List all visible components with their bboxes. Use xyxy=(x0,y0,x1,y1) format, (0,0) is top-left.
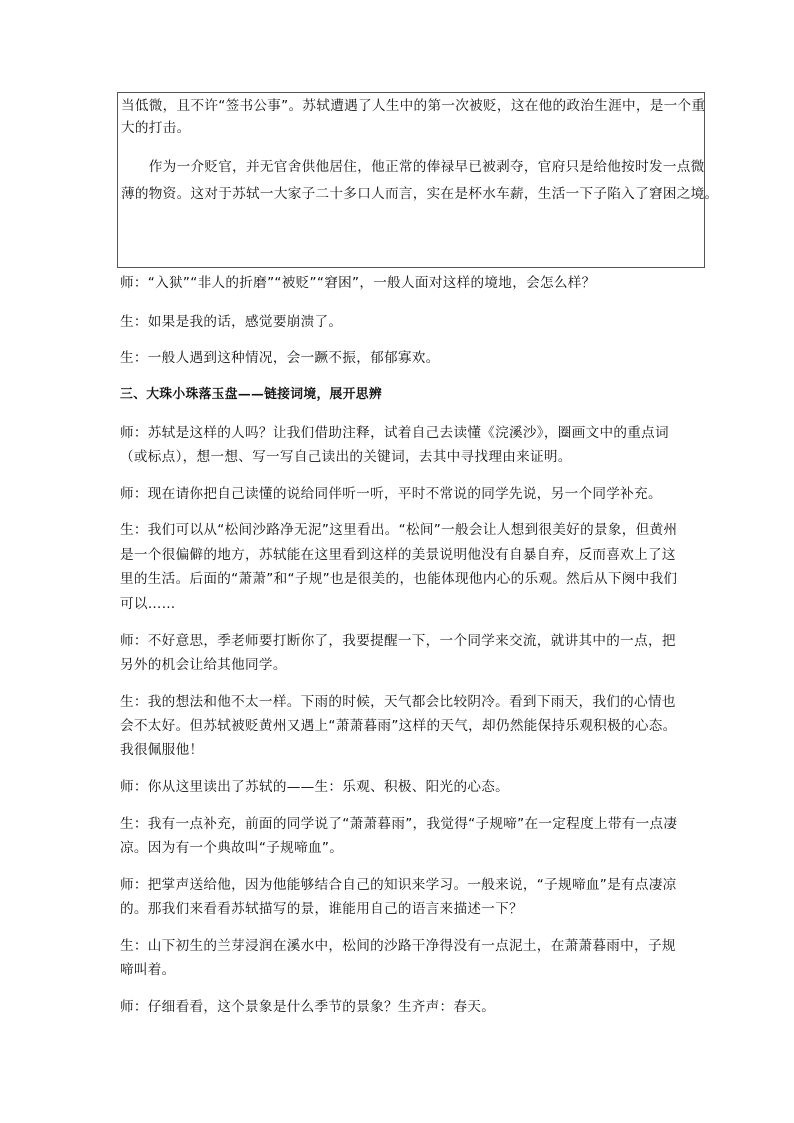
dialogue-line: （或标点），想一想、写一写自己读出的关键词，去其中寻找理由来证明。 xyxy=(120,449,572,465)
box-line: 薄的物资。这对于苏轼一大家子二十多口人而言，实在是杯水车薪，生活一下子陷入了窘困之境。 xyxy=(121,186,719,202)
dialogue-line: 师：“入狱”“非人的折磨”“被贬”“窘困”，一般人面对这样的境地，会怎么样？ xyxy=(120,275,596,291)
dialogue-line: 里的生活。后面的“萧萧”和“子规”也是很美的，也能体现他内心的乐观。然后从下阕中我们 xyxy=(120,571,678,587)
dialogue-line: 会不太好。但苏轼被贬黄州又遇上“萧萧暮雨”这样的天气，却仍然能保持乐观积极的心态。 xyxy=(120,718,677,734)
quoted-text-box xyxy=(117,92,719,268)
dialogue-line: 师：不好意思，季老师要打断你了，我要提醒一下，一个同学来交流，就讲其中的一点，把 xyxy=(120,633,676,649)
dialogue-line: 啼叫着。 xyxy=(120,962,176,978)
dialogue-line: 凉。因为有一个典故叫“子规啼血”。 xyxy=(120,840,344,856)
dialogue-line: 生：如果是我的话，感觉要崩溃了。 xyxy=(120,314,343,330)
dialogue-line: 生：我们可以从“松间沙路净无泥”这里看出。“松间”一般会让人想到很美好的景象，但黄州 xyxy=(120,522,678,538)
dialogue-line: 师：把掌声送给他，因为他能够结合自己的知识来学习。一般来说，“子规啼血”是有点凄凉 xyxy=(120,877,677,893)
box-line: 作为一介贬官，并无官舍供他居住，他正常的俸禄早已被剥夺，官府只是给他按时发一点微 xyxy=(121,159,705,175)
dialogue-line: 的。那我们来看看苏轼描写的景，谁能用自己的语言来描述一下？ xyxy=(120,901,523,917)
dialogue-line: 另外的机会让给其他同学。 xyxy=(120,657,287,673)
dialogue-line: 师：你从这里读出了苏轼的——生：乐观、积极、阳光的心态。 xyxy=(120,779,510,795)
dialogue-line: 师：苏轼是这样的人吗？让我们借助注释，试着自己去读懂《浣溪沙》，圈画文中的重点词 xyxy=(120,425,669,441)
dialogue-line: 是一个很偏僻的地方，苏轼能在这里看到这样的美景说明他没有自暴自弃，反而喜欢上了这 xyxy=(120,547,676,563)
section-heading: 三、大珠小珠落玉盘——链接词境，展开思辨 xyxy=(120,387,382,402)
dialogue-line: 师：现在请你把自己读懂的说给同伴听一听，平时不常说的同学先说，另一个同学补充。 xyxy=(120,486,662,502)
dialogue-line: 我很佩服他！ xyxy=(120,742,204,758)
dialogue-line: 可以…… xyxy=(120,596,176,612)
dialogue-line: 生：山下初生的兰芽浸润在溪水中，松间的沙路干净得没有一点泥土，在萧萧暮雨中，子规 xyxy=(120,938,676,954)
dialogue-line: 师：仔细看看，这个景象是什么季节的景象？生齐声：春天。 xyxy=(120,999,496,1015)
box-line: 大的打击。 xyxy=(121,120,191,136)
box-line: 当低微，且不许“签书公事”。苏轼遭遇了人生中的第一次被贬，这在他的政治生涯中，是一个重 xyxy=(121,98,706,114)
dialogue-line: 生：我有一点补充，前面的同学说了“萧萧暮雨”，我觉得“子规啼”在一定程度上带有一点凄 xyxy=(120,816,678,832)
dialogue-line: 生：我的想法和他不太一样。下雨的时候，天气都会比较阴冷。看到下雨天，我们的心情也 xyxy=(120,694,676,710)
dialogue-line: 生：一般人遇到这种情况，会一蹶不振，郁郁寡欢。 xyxy=(120,350,440,366)
